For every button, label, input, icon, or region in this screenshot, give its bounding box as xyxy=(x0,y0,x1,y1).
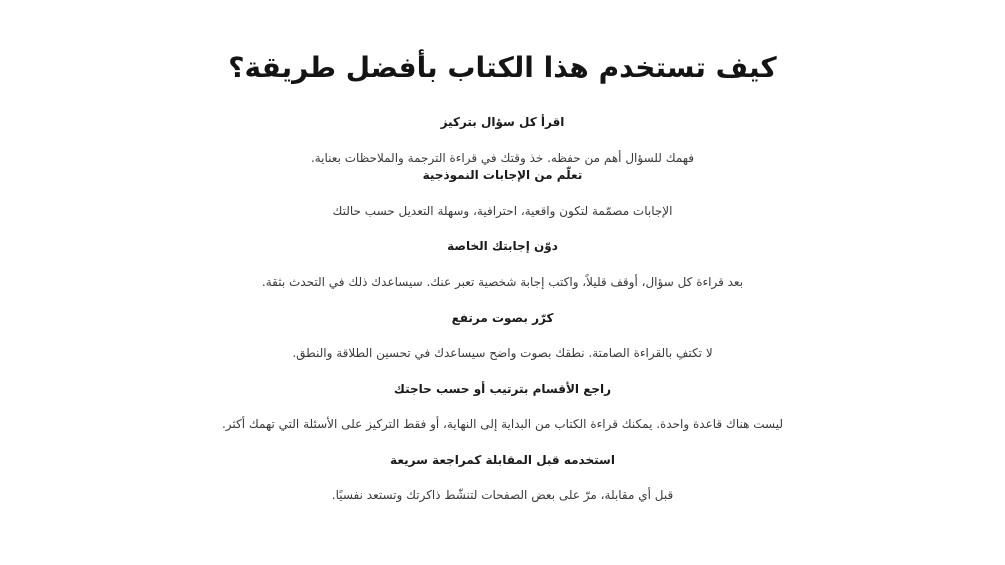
tip-text-read-carefully: فهمك للسؤال أهم من حفظه. خذ وقتك في قراءة الترجمة والملاحظات بعناية. xyxy=(310,151,695,165)
tip-text-quick-review: قبل أي مقابلة، مرّ على بعض الصفحات لتنشّط ذاكرتك وتستعد نفسيًا. xyxy=(331,488,674,502)
tip-text-repeat-aloud: لا تكتفِ بالقراءة الصامتة. نطقك بصوت واضح سيساعدك في تحسين الطلاقة والنطق. xyxy=(292,346,713,360)
tip-heading-repeat-aloud: كرّر بصوت مرتفع xyxy=(451,311,554,325)
tip-text-review-sections: ليست هناك قاعدة واحدة. يمكنك قراءة الكتاب من البداية إلى النهاية، أو فقط التركيز على الأسئلة التي تهمك أكثر. xyxy=(221,417,784,431)
tip-heading-write-answer: دوّن إجابتك الخاصة xyxy=(447,239,558,253)
tip-text-write-answer: بعد قراءة كل سؤال، أوقف قليلاً، واكتب إجابة شخصية تعبر عنك. سيساعدك ذلك في التحدث بثقة. xyxy=(261,275,744,289)
page-title: كيف تستخدم هذا الكتاب بأفضل طريقة؟ xyxy=(228,51,777,84)
tip-heading-quick-review: استخدمه قبل المقابلة كمراجعة سريعة xyxy=(390,453,615,467)
tip-heading-review-sections: راجع الأقسام بترتيب أو حسب حاجتك xyxy=(393,382,612,396)
tip-heading-read-carefully: اقرأ كل سؤال بتركيز xyxy=(440,115,565,129)
tip-heading-model-answers: تعلّم من الإجابات النموذجية xyxy=(422,168,583,182)
tip-text-model-answers: الإجابات مصمّمة لتكون واقعية، احترافية، وسهلة التعديل حسب حالتك xyxy=(332,204,673,218)
